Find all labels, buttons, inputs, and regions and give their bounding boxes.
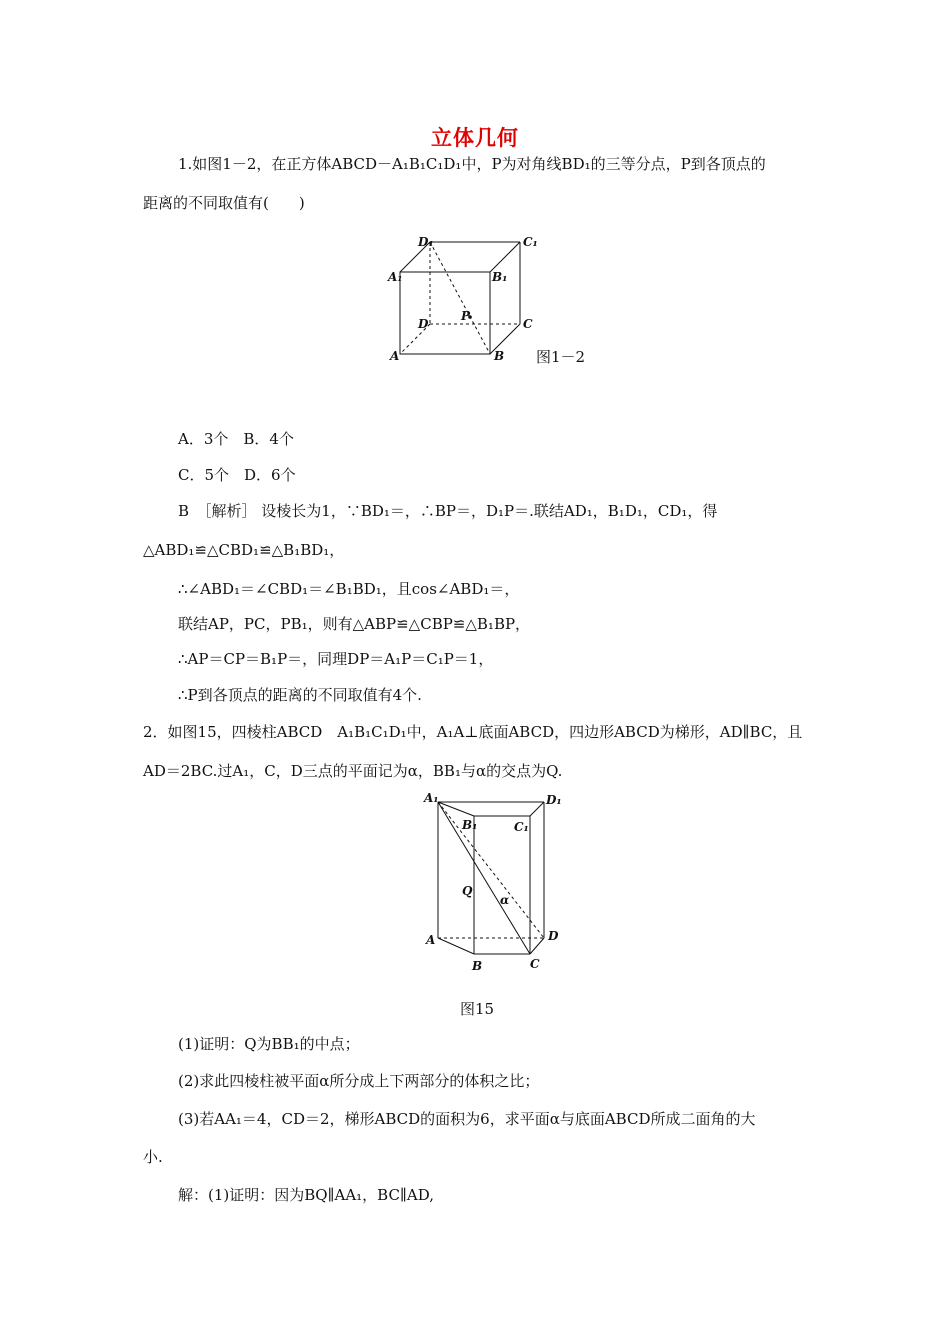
label-c: C bbox=[530, 957, 540, 971]
label-a: A bbox=[426, 933, 436, 947]
label-c1: C₁ bbox=[523, 235, 538, 249]
label-d: D bbox=[548, 929, 559, 943]
label-a1: A₁ bbox=[424, 791, 439, 805]
label-d: D bbox=[418, 317, 429, 331]
q1-solution-line1: B ［解析］ 设棱长为1，∵BD₁＝，∴BP＝，D₁P＝.联结AD₁，B₁D₁，CD₁，得 bbox=[178, 502, 718, 520]
q2-part3-line2: 小. bbox=[143, 1148, 163, 1166]
label-alpha: α bbox=[500, 893, 510, 907]
q2-part3-line1: (3)若AA₁＝4，CD＝2，梯形ABCD的面积为6，求平面α与底面ABCD所成二面角的大 bbox=[178, 1110, 756, 1128]
q1-solution-line6: ∴P到各顶点的距离的不同取值有4个. bbox=[178, 686, 422, 704]
q2-text-line2: AD＝2BC.过A₁，C，D三点的平面记为α，BB₁与α的交点为Q. bbox=[143, 762, 563, 780]
q2-part1: (1)证明：Q为BB₁的中点； bbox=[178, 1035, 360, 1053]
page-title: 立体几何 bbox=[431, 125, 519, 150]
label-d1: D₁ bbox=[418, 235, 434, 249]
q1-text-line2: 距离的不同取值有( ) bbox=[143, 194, 305, 212]
q1-solution-line5: ∴AP＝CP＝B₁P＝，同理DP＝A₁P＝C₁P＝1， bbox=[178, 650, 494, 668]
q2-text-line1: 2．如图15，四棱柱ABCD A₁B₁C₁D₁中，A₁A⊥底面ABCD，四边形ABCD为梯形，AD∥BC，且 bbox=[143, 723, 803, 741]
label-d1: D₁ bbox=[546, 793, 562, 807]
q1-solution-line2: △ABD₁≌△CBD₁≌△B₁BD₁， bbox=[143, 541, 345, 559]
q2-answer: 解：(1)证明：因为BQ∥AA₁，BC∥AD, bbox=[178, 1186, 434, 1204]
label-b1: B₁ bbox=[462, 818, 478, 832]
label-c1: C₁ bbox=[514, 820, 529, 834]
label-b1: B₁ bbox=[492, 270, 508, 284]
label-a: A bbox=[390, 349, 400, 363]
q1-options-row2: C．5个 D．6个 bbox=[178, 466, 296, 484]
q2-part2: (2)求此四棱柱被平面α所分成上下两部分的体积之比； bbox=[178, 1072, 540, 1090]
q1-solution-line4: 联结AP，PC，PB₁，则有△ABP≌△CBP≌△B₁BP， bbox=[178, 615, 531, 633]
label-p: P bbox=[461, 309, 471, 323]
label-b: B bbox=[494, 349, 505, 363]
label-q: Q bbox=[462, 884, 473, 898]
q1-figure-caption: 图1－2 bbox=[536, 348, 586, 366]
prism-figure bbox=[420, 792, 570, 982]
q1-options-row1: A．3个 B．4个 bbox=[178, 430, 294, 448]
label-c: C bbox=[523, 317, 533, 331]
q1-solution-line3: ∴∠ABD₁＝∠CBD₁＝∠B₁BD₁，且cos∠ABD₁＝， bbox=[178, 580, 520, 598]
q2-figure-caption: 图15 bbox=[460, 1000, 495, 1018]
label-a1: A₁ bbox=[388, 270, 403, 284]
label-b: B bbox=[472, 959, 483, 973]
cube-figure bbox=[390, 230, 550, 370]
q1-text-line1: 1.如图1－2，在正方体ABCD－A₁B₁C₁D₁中，P为对角线BD₁的三等分点，P到各顶点的 bbox=[178, 155, 766, 173]
